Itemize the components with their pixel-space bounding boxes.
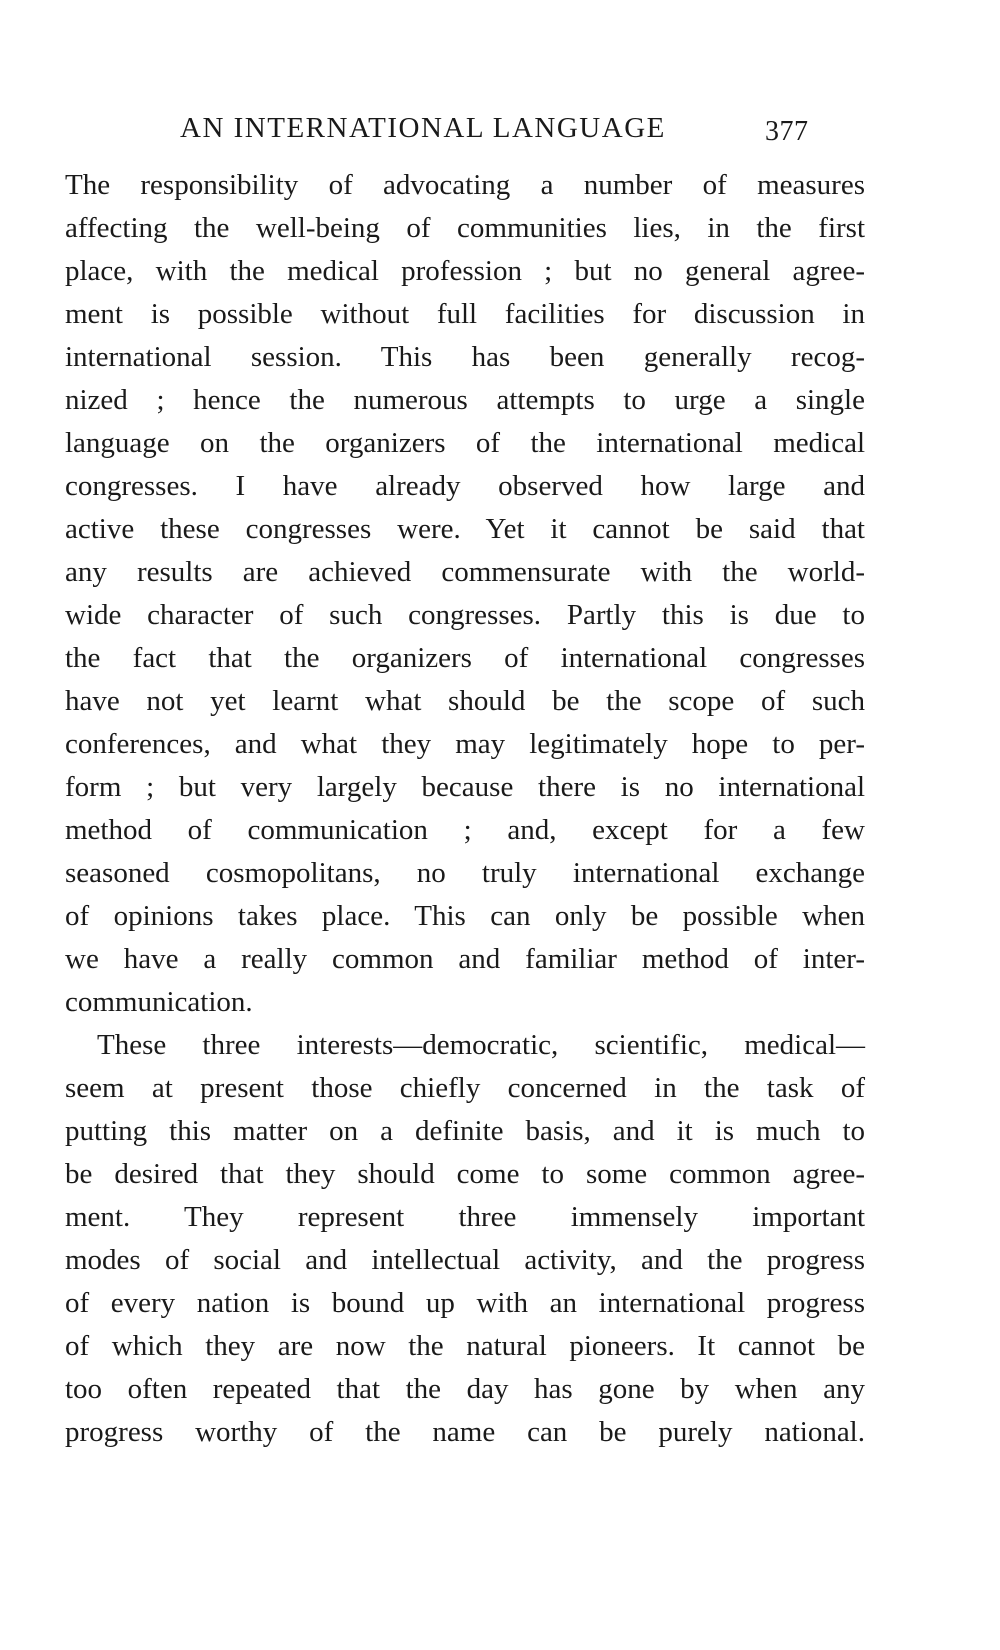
text-line: ment. They represent three immensely important [65,1201,865,1233]
text-line: of which they are now the natural pioneers. It cannot be [65,1330,865,1362]
text-line: too often repeated that the day has gone by when any [65,1373,865,1405]
text-line: language on the organizers of the international medical [65,427,865,459]
body-text [65,164,865,1454]
page-number: 377 [765,116,809,147]
text-line: The responsibility of advocating a number of measures [65,169,865,201]
text-line: international session. This has been generally recog- [65,341,865,373]
text-line: be desired that they should come to some common agree- [65,1158,865,1190]
text-line: have not yet learnt what should be the scope of such [65,685,865,717]
text-line: affecting the well-being of communities lies, in the first [65,212,865,244]
paragraph-2 [65,1024,865,1454]
text-line: method of communication ; and, except for a few [65,814,865,846]
text-line: conferences, and what they may legitimately hope to per- [65,728,865,760]
text-line: ment is possible without full facilities for discussion in [65,298,865,330]
text-line: nized ; hence the numerous attempts to urge a single [65,384,865,416]
text-line: seem at present those chiefly concerned in the task of [65,1072,865,1104]
text-line: active these congresses were. Yet it cannot be said that [65,513,865,545]
text-line: communication. [65,986,253,1018]
text-line: congresses. I have already observed how large and [65,470,865,502]
text-line: any results are achieved commensurate with the world- [65,556,865,588]
running-title: AN INTERNATIONAL LANGUAGE [180,112,666,144]
text-line: progress worthy of the name can be purely national. [65,1416,865,1448]
page-header [0,112,1000,152]
text-line: wide character of such congresses. Partly this is due to [65,599,865,631]
paragraph-1 [65,164,865,1024]
text-line: place, with the medical profession ; but no general agree- [65,255,865,287]
text-line: of opinions takes place. This can only be possible when [65,900,865,932]
text-line: form ; but very largely because there is no international [65,771,865,803]
text-line: seasoned cosmopolitans, no truly international exchange [65,857,865,889]
text-line: we have a really common and familiar method of inter- [65,943,865,975]
text-line: modes of social and intellectual activity, and the progress [65,1244,865,1276]
text-line: of every nation is bound up with an international progress [65,1287,865,1319]
text-line: These three interests—democratic, scientific, medical— [97,1029,865,1061]
text-line: the fact that the organizers of international congresses [65,642,865,674]
text-line: putting this matter on a definite basis, and it is much to [65,1115,865,1147]
